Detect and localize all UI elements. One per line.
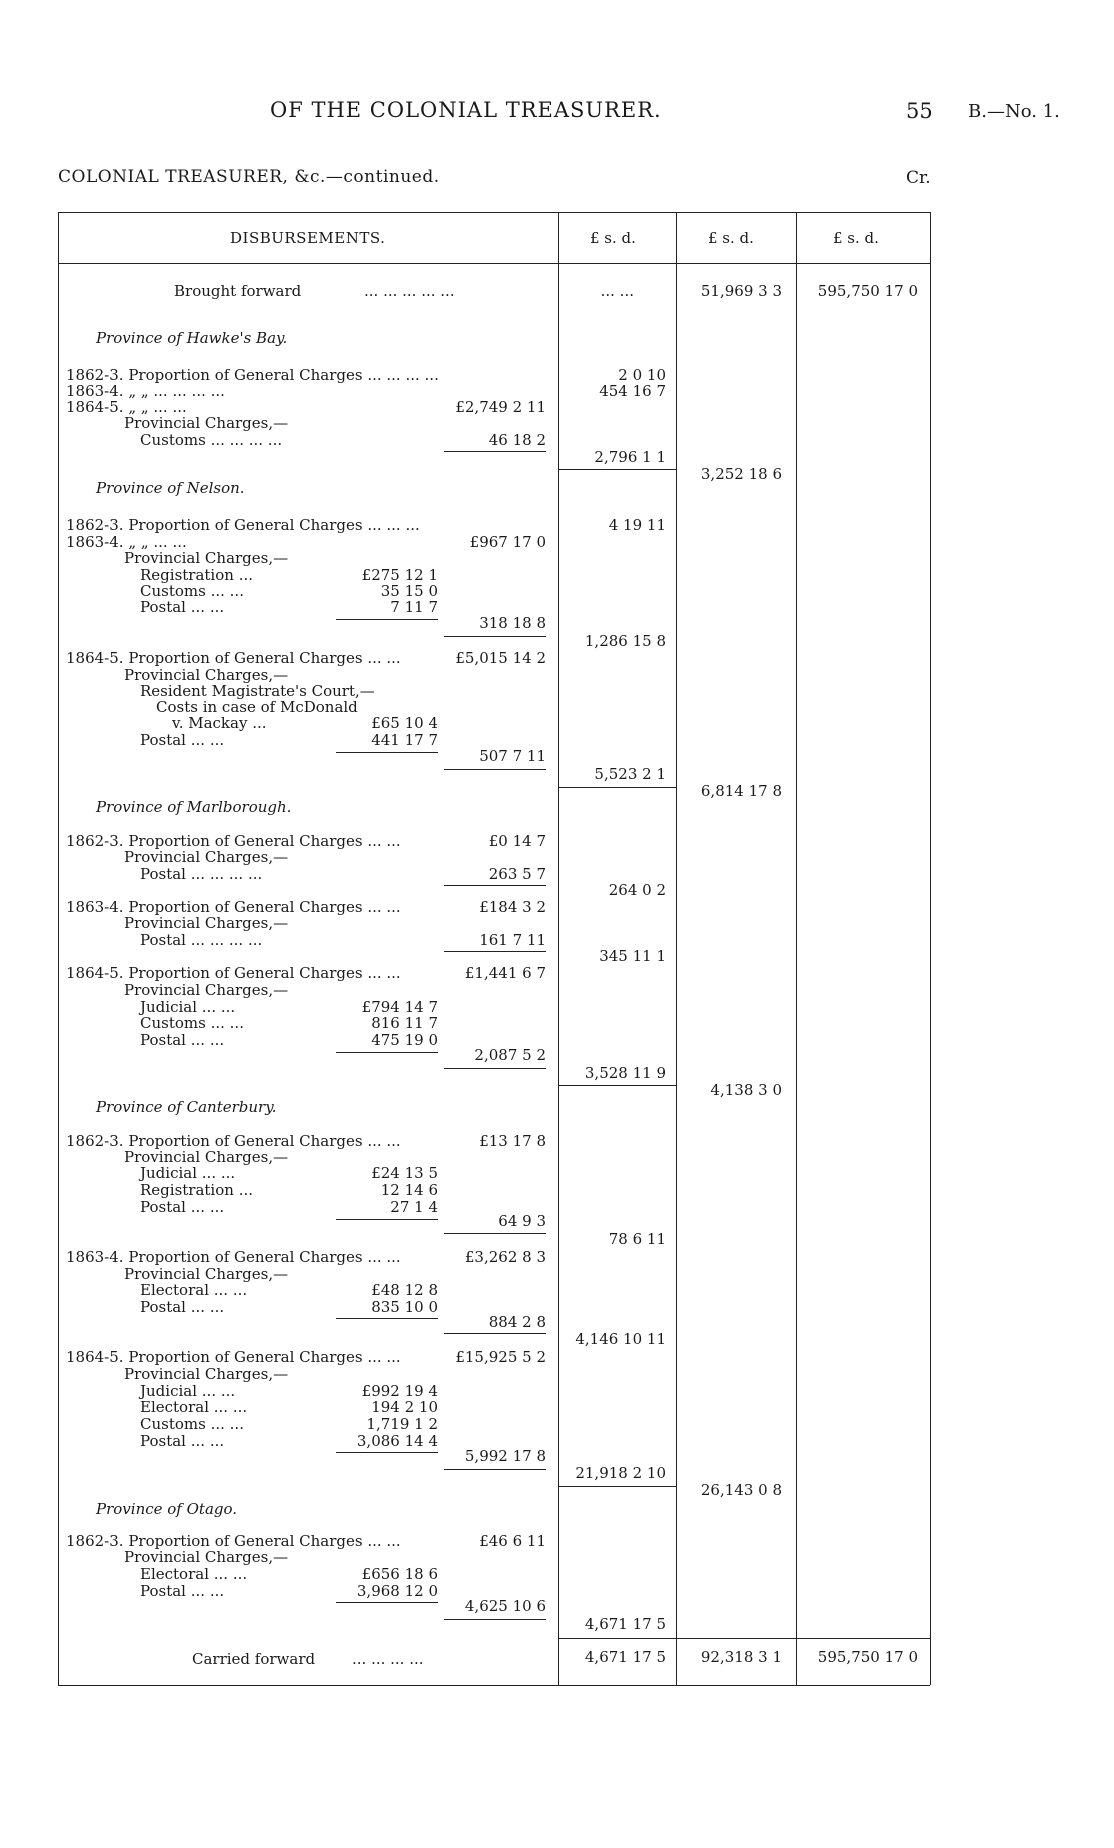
- subtotal-rule: [336, 752, 438, 753]
- province-total: 26,143 0 8: [700, 1481, 782, 1499]
- amount: £656 18 6: [361, 1565, 438, 1583]
- subtotal: 4,146 10 11: [575, 1330, 666, 1348]
- amount: 475 19 0: [371, 1031, 438, 1049]
- col3-rule: [796, 212, 797, 1685]
- amount: £46 6 11: [479, 1532, 546, 1550]
- subtotal-rule: [336, 1318, 438, 1319]
- ledger-row: 1862-3. Proportion of General Charges ... ... ... ...: [66, 366, 439, 384]
- disbursements-heading: DISBURSEMENTS.: [230, 229, 386, 247]
- carried-forward-leader: ... ... ... ...: [352, 1650, 424, 1668]
- amount: 27 1 4: [390, 1198, 438, 1216]
- ledger-row: v. Mackay ...: [172, 714, 267, 732]
- column-2-heading: £ s. d.: [708, 229, 754, 247]
- province-heading: Province of Nelson.: [96, 479, 245, 497]
- subtotal-rule: [444, 1619, 546, 1620]
- subtotal: 78 6 11: [608, 1230, 666, 1248]
- amount: £275 12 1: [361, 566, 438, 584]
- col1-rule: [558, 212, 559, 1685]
- ledger-row: Resident Magistrate's Court,—: [140, 682, 375, 700]
- column-3-heading: £ s. d.: [833, 229, 879, 247]
- amount: £5,015 14 2: [455, 649, 546, 667]
- ledger-row: Postal ... ... ... ...: [140, 931, 263, 949]
- carried-forward-rule: [558, 1638, 930, 1639]
- province-total: 6,814 17 8: [700, 782, 782, 800]
- amount: 441 17 7: [371, 731, 438, 749]
- subtotal: 318 18 8: [479, 614, 546, 632]
- ledger-row: 1862-3. Proportion of General Charges ... ...: [66, 832, 401, 850]
- subtotal-rule: [444, 885, 546, 886]
- amount: 7 11 7: [390, 598, 438, 616]
- ledger-row: 1863-4. Proportion of General Charges ... ...: [66, 898, 401, 916]
- subtotal-rule: [444, 951, 546, 952]
- carried-forward-col2: 92,318 3 1: [700, 1648, 782, 1666]
- amount: £184 3 2: [479, 898, 546, 916]
- amount: 4 19 11: [608, 516, 666, 534]
- ledger-row: Customs ... ...: [140, 1415, 244, 1433]
- brought-forward-leader: ... ... ... ... ...: [364, 282, 455, 300]
- amount: £15,925 5 2: [455, 1348, 546, 1366]
- ledger-row: Postal ... ...: [140, 731, 225, 749]
- provincial-charges-label: Provincial Charges,—: [124, 549, 289, 567]
- ledger-row: 1864-5. Proportion of General Charges ... ...: [66, 1348, 401, 1366]
- ledger-row: 1862-3. Proportion of General Charges ... ...: [66, 1132, 401, 1150]
- carried-forward-col3: 595,750 17 0: [817, 1648, 918, 1666]
- subtotal-rule: [336, 619, 438, 620]
- ledger-row: Registration ...: [140, 566, 253, 584]
- table-top-rule: [58, 212, 930, 213]
- brought-forward-col3: 595,750 17 0: [817, 282, 918, 300]
- amount: £967 17 0: [469, 533, 546, 551]
- ledger-row: 1864-5. „ „ ... ...: [66, 398, 187, 416]
- ledger-row: Electoral ... ...: [140, 1398, 248, 1416]
- amount: 1,719 1 2: [366, 1415, 438, 1433]
- subtotal-rule: [336, 1219, 438, 1220]
- subtotal-rule: [444, 769, 546, 770]
- amount: £24 13 5: [371, 1164, 438, 1182]
- ledger-row: Customs ... ...: [140, 582, 244, 600]
- ledger-row: Electoral ... ...: [140, 1565, 248, 1583]
- credit-side-label: Cr.: [906, 168, 931, 188]
- ledger-row: Electoral ... ...: [140, 1281, 248, 1299]
- subtotal: 64 9 3: [498, 1212, 546, 1230]
- header-bottom-rule: [58, 263, 930, 264]
- ledger-row: 1862-3. Proportion of General Charges ... ... ...: [66, 516, 420, 534]
- subtotal: 264 0 2: [608, 881, 666, 899]
- page-title: OF THE COLONIAL TREASURER.: [270, 98, 662, 122]
- ledger-row: 1862-3. Proportion of General Charges ... ...: [66, 1532, 401, 1550]
- brought-forward-col1: ... ...: [600, 282, 634, 300]
- carried-forward-col1: 4,671 17 5: [584, 1648, 666, 1666]
- amount: £2,749 2 11: [455, 398, 546, 416]
- amount: 816 11 7: [371, 1014, 438, 1032]
- table-right-rule: [930, 212, 931, 1685]
- province-total: 3,252 18 6: [700, 465, 782, 483]
- brought-forward-col2: 51,969 3 3: [700, 282, 782, 300]
- amount: £48 12 8: [371, 1281, 438, 1299]
- ledger-row: 1864-5. Proportion of General Charges ... ...: [66, 649, 401, 667]
- ledger-row: Customs ... ... ... ...: [140, 431, 283, 449]
- amount: 161 7 11: [479, 931, 546, 949]
- ledger-row: Postal ... ...: [140, 1031, 225, 1049]
- amount: 3,968 12 0: [356, 1582, 438, 1600]
- province-total: 4,138 3 0: [710, 1081, 782, 1099]
- col2-rule: [676, 212, 677, 1685]
- province-heading: Province of Hawke's Bay.: [96, 329, 288, 347]
- amount: 35 15 0: [380, 582, 438, 600]
- provincial-charges-label: Provincial Charges,—: [124, 414, 289, 432]
- ledger-row: Judicial ... ...: [140, 1382, 236, 1400]
- carried-forward-label: Carried forward: [192, 1650, 316, 1668]
- provincial-charges-label: Provincial Charges,—: [124, 981, 289, 999]
- amount: 454 16 7: [599, 382, 666, 400]
- amount: 12 14 6: [380, 1181, 438, 1199]
- amount: 835 10 0: [371, 1298, 438, 1316]
- ledger-row: 1863-4. „ „ ... ... ... ...: [66, 382, 225, 400]
- subtotal-rule: [336, 1452, 438, 1453]
- province-heading: Province of Canterbury.: [96, 1098, 277, 1116]
- ledger-row: Registration ...: [140, 1181, 253, 1199]
- subtotal: 5,992 17 8: [464, 1447, 546, 1465]
- subtotal-rule: [558, 787, 676, 788]
- subtotal-rule: [444, 1333, 546, 1334]
- subtotal-rule: [444, 451, 546, 452]
- ledger-row: Judicial ... ...: [140, 1164, 236, 1182]
- provincial-charges-label: Provincial Charges,—: [124, 666, 289, 684]
- subtotal-rule: [444, 1469, 546, 1470]
- brought-forward-label: Brought forward: [174, 282, 302, 300]
- section-subtitle: COLONIAL TREASURER, &c.—continued.: [58, 167, 440, 187]
- subtotal: 5,523 2 1: [594, 765, 666, 783]
- ledger-row: 1863-4. „ „ ... ...: [66, 533, 187, 551]
- subtotal-rule: [336, 1052, 438, 1053]
- column-1-heading: £ s. d.: [590, 229, 636, 247]
- ledger-row: Costs in case of McDonald: [156, 698, 358, 716]
- ledger-row: Postal ... ...: [140, 1198, 225, 1216]
- subtotal: 4,671 17 5: [584, 1615, 666, 1633]
- subtotal: 3,528 11 9: [584, 1064, 666, 1082]
- subtotal-rule: [444, 1233, 546, 1234]
- table-bottom-rule: [58, 1685, 930, 1686]
- document-reference: B.—No. 1.: [968, 101, 1060, 122]
- provincial-charges-label: Provincial Charges,—: [124, 1148, 289, 1166]
- subtotal-rule: [558, 1085, 676, 1086]
- provincial-charges-label: Provincial Charges,—: [124, 1365, 289, 1383]
- page-number: 55: [906, 99, 933, 123]
- amount: £13 17 8: [479, 1132, 546, 1150]
- amount: £0 14 7: [488, 832, 546, 850]
- ledger-row: Postal ... ...: [140, 1432, 225, 1450]
- subtotal-rule: [558, 1486, 676, 1487]
- subtotal: 21,918 2 10: [575, 1464, 666, 1482]
- amount: £65 10 4: [371, 714, 438, 732]
- ledger-row: Postal ... ... ... ...: [140, 865, 263, 883]
- province-heading: Province of Marlborough.: [96, 798, 292, 816]
- amount: 46 18 2: [488, 431, 546, 449]
- province-heading: Province of Otago.: [96, 1500, 238, 1518]
- amount: £1,441 6 7: [464, 964, 546, 982]
- amount: 263 5 7: [488, 865, 546, 883]
- ledger-row: Postal ... ...: [140, 1582, 225, 1600]
- subtotal-rule: [336, 1602, 438, 1603]
- amount: £794 14 7: [361, 998, 438, 1016]
- ledger-row: Judicial ... ...: [140, 998, 236, 1016]
- subtotal: 884 2 8: [488, 1313, 546, 1331]
- ledger-row: Postal ... ...: [140, 598, 225, 616]
- amount: £3,262 8 3: [464, 1248, 546, 1266]
- subtotal: 2,796 1 1: [594, 448, 666, 466]
- subtotal-rule: [444, 1068, 546, 1069]
- amount: 3,086 14 4: [356, 1432, 438, 1450]
- amount: 2 0 10: [618, 366, 666, 384]
- subtotal: 4,625 10 6: [464, 1597, 546, 1615]
- provincial-charges-label: Provincial Charges,—: [124, 1548, 289, 1566]
- ledger-row: 1863-4. Proportion of General Charges ... ...: [66, 1248, 401, 1266]
- ledger-row: Postal ... ...: [140, 1298, 225, 1316]
- subtotal: 2,087 5 2: [474, 1046, 546, 1064]
- ledger-row: Customs ... ...: [140, 1014, 244, 1032]
- subtotal: 507 7 11: [479, 747, 546, 765]
- amount: 194 2 10: [371, 1398, 438, 1416]
- table-left-rule: [58, 212, 59, 1685]
- amount: £992 19 4: [361, 1382, 438, 1400]
- subtotal: 345 11 1: [599, 947, 666, 965]
- subtotal-rule: [444, 636, 546, 637]
- subtotal-rule: [558, 469, 676, 470]
- subtotal: 1,286 15 8: [584, 632, 666, 650]
- provincial-charges-label: Provincial Charges,—: [124, 1265, 289, 1283]
- ledger-row: 1864-5. Proportion of General Charges ... ...: [66, 964, 401, 982]
- provincial-charges-label: Provincial Charges,—: [124, 914, 289, 932]
- provincial-charges-label: Provincial Charges,—: [124, 848, 289, 866]
